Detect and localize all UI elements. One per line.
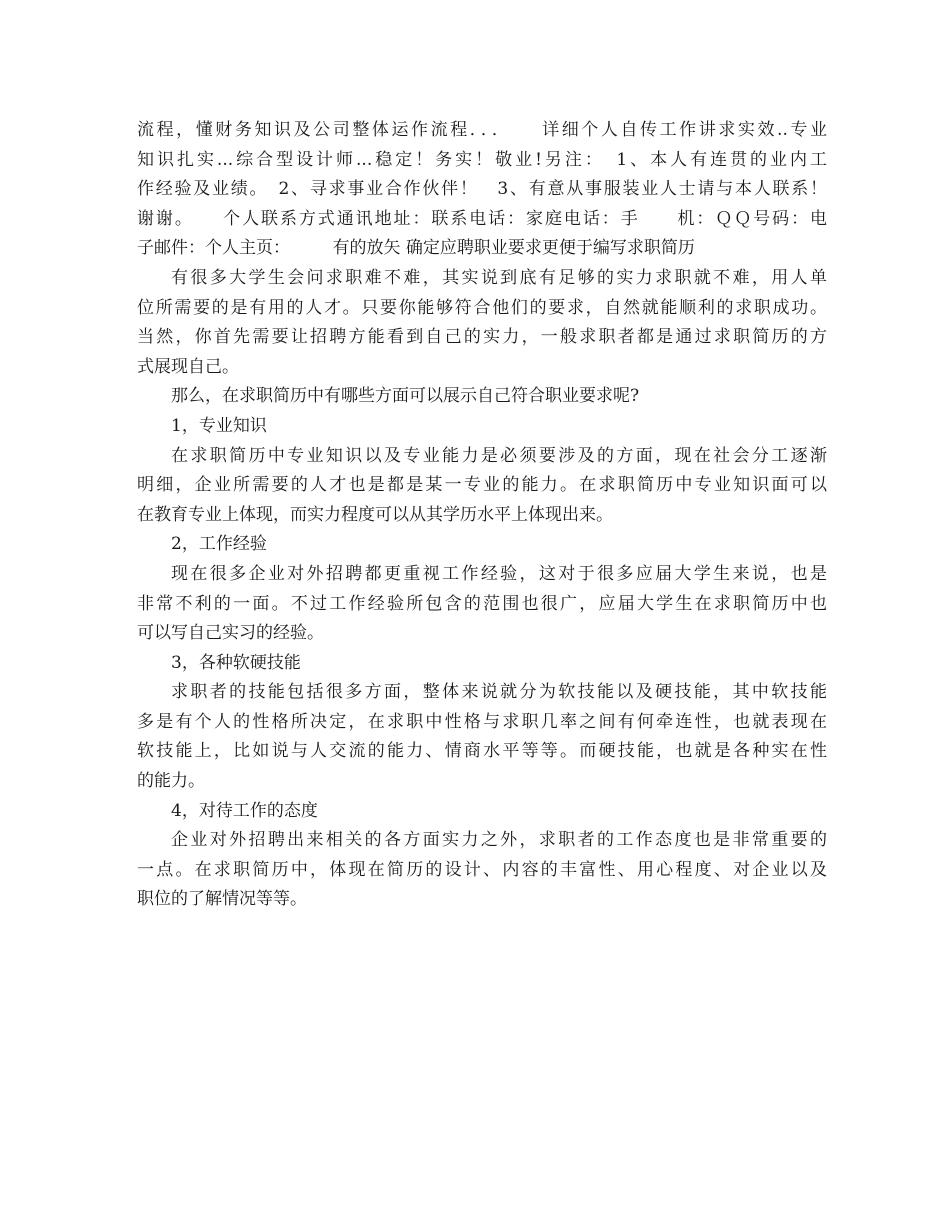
text-line: 可以写自己实习的经验。	[137, 623, 324, 644]
text-line: 流程，懂财务知识及公司整体运作流程．．． 详细个人自传工作讲求实效..专业	[137, 120, 827, 140]
text-line: 知识扎实...综合型设计师...稳定！务实！敬业!另注： 1、本人有连贯的业内工	[137, 149, 827, 170]
text-line: 当然，你首先需要让招聘方能看到自己的实力，一般求职者都是通过求职简历的方	[137, 327, 827, 348]
text-line: 在教育专业上体现，而实力程度可以从其学历水平上体现出来。	[137, 504, 613, 525]
section-heading: 2，工作经验	[171, 534, 267, 555]
text-line: 非常不利的一面。不过工作经验所包含的范围也很广，应届大学生在求职简历中也	[137, 593, 827, 614]
paragraph-first-line: 在求职简历中专业知识以及专业能力是必须要涉及的方面，现在社会分工逐渐	[171, 445, 827, 466]
text-line: 谢谢。 个人联系方式通讯地址：联系电话：家庭电话：手 机：ＱＱ号码：电	[137, 208, 827, 229]
text-line: 软技能上，比如说与人交流的能力、情商水平等等。而硬技能，也就是各种实在性	[137, 741, 827, 762]
text-line: 一点。在求职简历中，体现在简历的设计、内容的丰富性、用心程度、对企业以及	[137, 859, 827, 880]
text-line: 的能力。	[137, 771, 205, 792]
text-line: 多是有个人的性格所决定，在求职中性格与求职几率之间有何牵连性，也就表现在	[137, 711, 827, 732]
section-heading: 1，专业知识	[171, 415, 267, 436]
text-line: 职位的了解情况等等。	[137, 889, 307, 910]
text-line: 作经验及业绩。 2、寻求事业合作伙伴！ 3、有意从事服装业人士请与本人联系！	[137, 179, 827, 200]
paragraph-first-line: 现在很多企业对外招聘都更重视工作经验，这对于很多应届大学生来说，也是	[171, 563, 827, 584]
paragraph-first-line: 有很多大学生会问求职难不难，其实说到底有足够的实力求职就不难，用人单	[171, 267, 827, 288]
text-line: 式展现自己。	[137, 356, 239, 377]
text-line: 子邮件：个人主页： 有的放矢 确定应聘职业要求更便于编写求职简历	[137, 238, 695, 259]
section-heading: 3，各种软硬技能	[171, 652, 301, 673]
document-page	[137, 116, 827, 915]
paragraph-first-line: 企业对外招聘出来相关的各方面实力之外，求职者的工作态度也是非常重要的	[171, 830, 827, 851]
paragraph-first-line: 那么，在求职简历中有哪些方面可以展示自己符合职业要求呢?	[171, 386, 640, 407]
section-heading: 4，对待工作的态度	[171, 800, 318, 821]
text-line: 明细，企业所需要的人才也是都是某一专业的能力。在求职简历中专业知识面可以	[137, 475, 827, 496]
paragraph-first-line: 求职者的技能包括很多方面，整体来说就分为软技能以及硬技能，其中软技能	[171, 682, 827, 703]
text-line: 位所需要的是有用的人才。只要你能够符合他们的要求，自然就能顺利的求职成功。	[137, 297, 827, 318]
